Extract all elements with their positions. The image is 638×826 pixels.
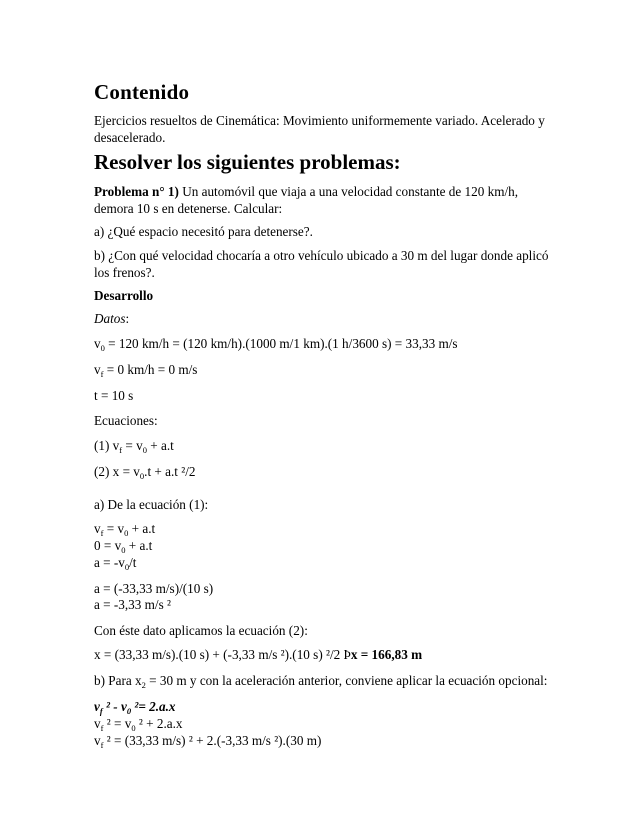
v0-line: $v_0 = 120$ km/h = (120 km/h).(1000 m/1 km).(1 h/3600 s) = 33,33 m/s [94,336,458,353]
x-result: x = 166,83 m [350,647,423,662]
solution-heading: Desarrollo [94,288,154,303]
equation-1: (1) $v_f = v_0 + a.t$ [94,438,174,455]
problem-statement [94,183,554,217]
t-line: t = 10 s [94,388,134,403]
page-title: Contenido [94,80,190,104]
part-a-step-2: $0 = v_0 + a.t$ [94,538,153,555]
equation-2: (2) $x = v_0.t + a.t$ ²/2 [94,464,196,481]
datos-label: Datos: [94,311,130,326]
ecuaciones-label: Ecuaciones: [94,413,158,428]
problem-text: Un automóvil que viaja a una velocidad constante de 120 km/h, demora 10 s en detenerse. Calcular: [94,184,519,216]
question-b: b) ¿Con qué velocidad chocaría a otro vehículo ubicado a 30 m del lugar donde aplicó los frenos?. [94,248,549,280]
part-b-intro: b) Para $x_2 = 30$ m y con la aceleración anterior, conviene aplicar la ecuación opcional: [94,673,548,690]
question-a: a) ¿Qué espacio necesitó para detenerse?. [94,224,313,239]
vf-line: $v_f = 0$ km/h = 0 m/s [94,362,198,379]
optional-equation: $v_f$ $^2 - v_0$ ²= 2.a.x [94,699,176,716]
part-a-step-4: a = (-33,33 m/s)/(10 s) [94,581,214,596]
intro-paragraph: Ejercicios resueltos de Cinemática: Movimiento uniformemente variado. Acelerado y desacelerado. [94,113,545,145]
problem-label: Problema n° 1) [94,184,179,199]
x-calculation: x = (33,33 m/s).(10 s) + (-3,33 m/s ²).(10 s) ²/2 Þx = 166,83 m [94,647,423,662]
part-b-step-1: $v_f$ $^2 = v_0$ ² + 2.a.x [94,716,183,733]
con-dato-line: Con éste dato aplicamos la ecuación (2): [94,623,308,638]
part-b-step-2: $v_f$ ² = (33,33 m/s) ² + 2.(-3,33 m/s ²).(30 m) [94,733,322,750]
part-a-intro: a) De la ecuación (1): [94,497,209,512]
part-a-step-1: $v_f = v_0 + a.t$ [94,521,156,538]
part-a-step-3: $a = -v_0/t$ [94,555,137,572]
part-a-step-5: a = -3,33 m/s ² [94,597,171,612]
section-heading: Resolver los siguientes problemas: [94,150,401,174]
